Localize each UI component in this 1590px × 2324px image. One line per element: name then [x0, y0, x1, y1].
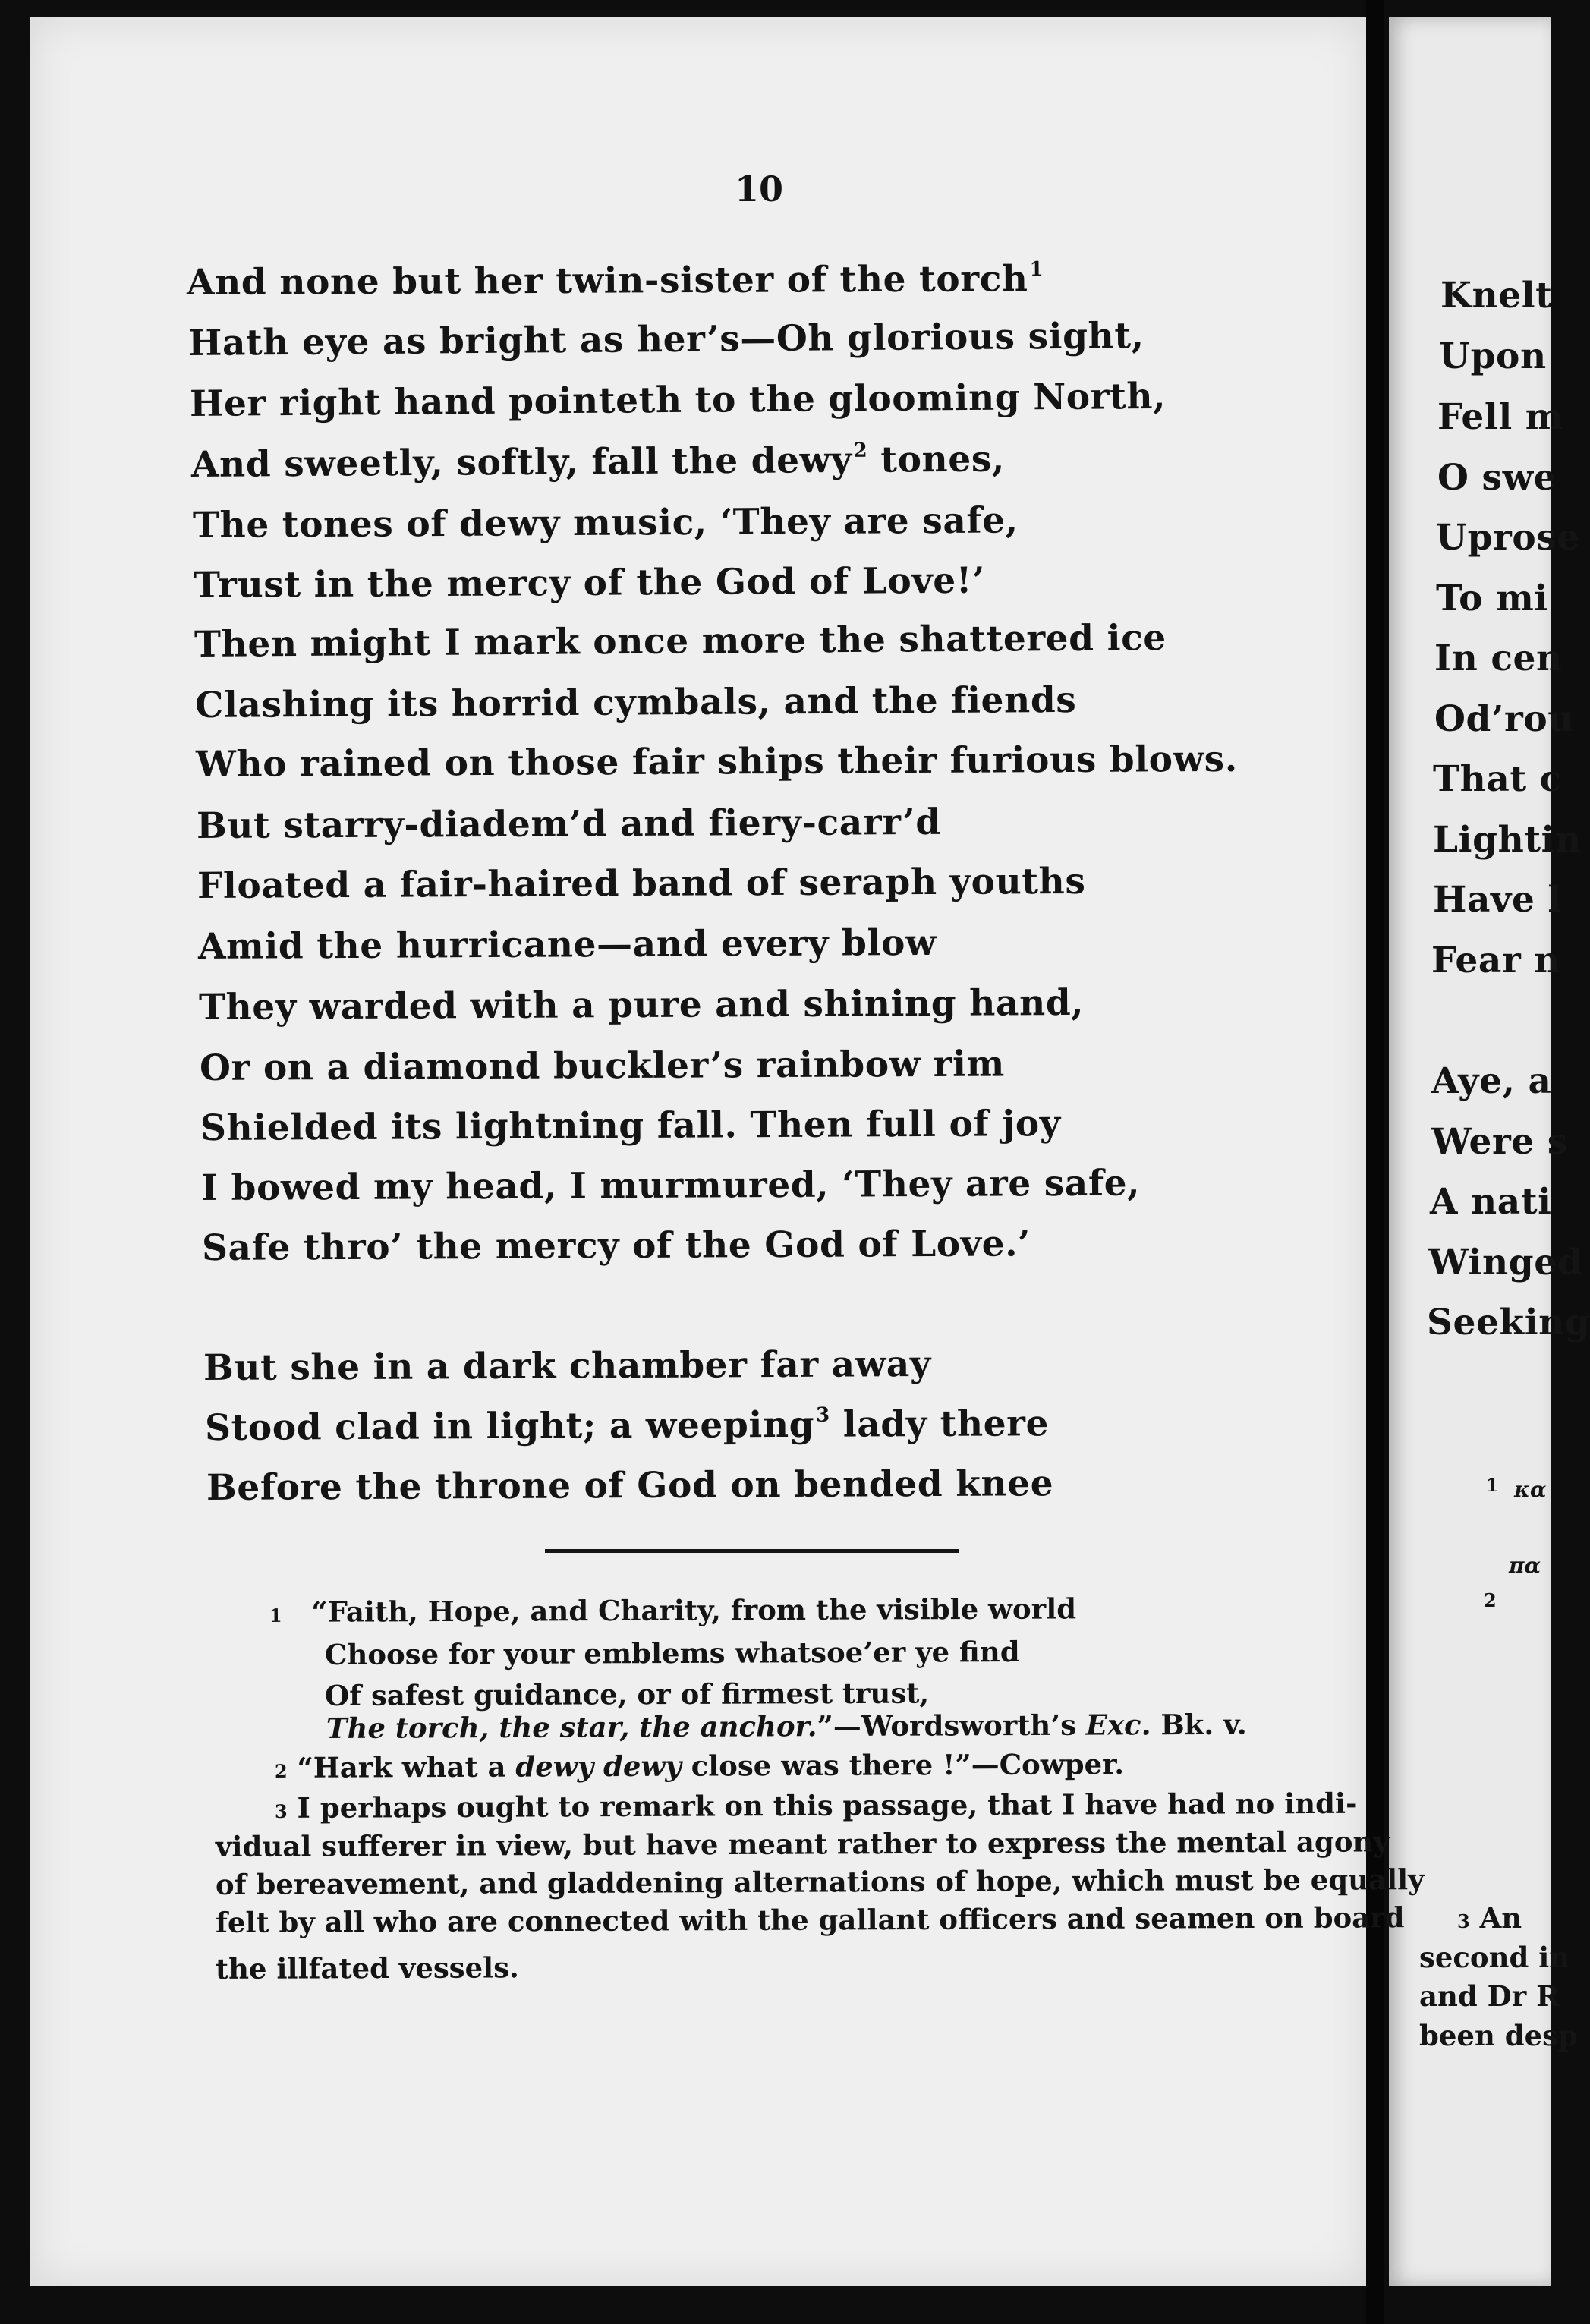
right-footnote-3-line: second in [1419, 1941, 1570, 1974]
poem-line: Shielded its lightning fall. Then full of joy [200, 1103, 1061, 1149]
poem-line: Clashing its horrid cymbals, and the fiends [194, 679, 1077, 726]
footnote-3-line: the illfated vessels. [215, 1951, 519, 1985]
right-poem-line: Uprose [1436, 517, 1580, 559]
footnote-mark: 2 [274, 1759, 288, 1782]
poem-line: But she in a dark chamber far away [203, 1343, 931, 1389]
footnote-2: 2 “Hark what a dewy dewy close was there !”—Cowper. [274, 1747, 1125, 1784]
footnote-3: 3 I perhaps ought to remark on this passage, that I have had no indi- [274, 1786, 1358, 1825]
footnote-separator [545, 1549, 959, 1553]
poem-line: And none but her twin-sister of the torch$^1$ [186, 258, 1044, 304]
footnote-mark: 3 [274, 1800, 288, 1822]
right-footnote-3-line: and Dr R [1419, 1979, 1560, 2013]
footnote-mark: 1 [269, 1604, 282, 1626]
right-footnote-3: 3 An [1457, 1901, 1522, 1935]
poem-line: Before the throne of God on bended knee [206, 1463, 1054, 1509]
poem-line: But starry-diadem’d and fiery-carr’d [196, 801, 941, 847]
footnote-ref: 2 [853, 439, 868, 462]
right-poem-line: Winged [1428, 1242, 1583, 1283]
poem-line: They warded with a pure and shining hand, [198, 981, 1085, 1028]
footnote-3-line: felt by all who are connected with the gallant officers and seamen on board [215, 1900, 1405, 1939]
right-poem-line: Fell m [1437, 396, 1564, 438]
footnote-3-line: vidual sufferer in view, but have meant rather to express the mental agony [215, 1825, 1390, 1863]
poem-line: Who rained on those fair ships their furious blows. [195, 738, 1238, 786]
footnote-1: 1 “Faith, Hope, and Charity, from the visible world [269, 1592, 1077, 1629]
right-poem-line: To mi [1436, 578, 1548, 619]
poem-line: Her right hand pointeth to the glooming North, [189, 375, 1167, 425]
footnote-ref: 1 [1029, 258, 1044, 282]
poem-line: Hath eye as bright as her’s—Oh glorious sight, [187, 315, 1144, 364]
right-poem-line: That c [1433, 758, 1562, 800]
right-poem-line: Fear n [1431, 940, 1561, 981]
right-poem-line: Were s [1431, 1121, 1568, 1163]
poem-line: Or on a diamond buckler’s rainbow rim [199, 1043, 1006, 1089]
right-footnote-3-line: been desp [1419, 2019, 1578, 2052]
book-gutter [1366, 0, 1384, 2324]
footnote-3-line: of bereavement, and gladdening alternations of hope, which must be equally [215, 1863, 1425, 1901]
poem-line: Floated a fair-haired band of seraph youths [197, 860, 1086, 907]
footnote-1-line: The torch, the star, the anchor.”—Wordsworth’s Exc. Bk. v. [326, 1707, 1247, 1745]
right-poem-line: Seeking [1427, 1302, 1590, 1343]
right-poem-line: In cen [1434, 638, 1563, 679]
poem-line: Stood clad in light; a weeping$^3$ lady there [204, 1403, 1050, 1449]
poem-line: Safe thro’ the mercy of the God of Love.’ [201, 1223, 1031, 1269]
right-poem-line: Lightin [1433, 819, 1582, 861]
poem-line: And sweetly, softly, fall the dewy$^2$ tones, [190, 438, 1006, 486]
right-poem-line: Od’rou [1434, 698, 1575, 740]
poem-line: I bowed my head, I murmured, ‘They are safe, [200, 1162, 1141, 1209]
footnote-1-line: Choose for your emblems whatsoe’er ye find [324, 1635, 1020, 1671]
right-footnote-mark: 1 [1486, 1474, 1499, 1496]
poem-line: Then might I mark once more the shattered ice [194, 617, 1167, 666]
right-footnote-mark: 2 [1484, 1589, 1497, 1611]
right-greek-text: κα [1514, 1477, 1547, 1502]
right-poem-line: A nati [1430, 1181, 1552, 1223]
right-poem-line: Upon [1439, 335, 1547, 377]
poem-line: The tones of dewy music, ‘They are safe, [192, 499, 1019, 546]
right-poem-line: Aye, a [1431, 1060, 1552, 1102]
poem-line: Trust in the mercy of the God of Love!’ [193, 559, 986, 606]
footnote-ref: 3 [815, 1403, 830, 1427]
page-number: 10 [734, 168, 783, 209]
right-greek-text: πα [1509, 1553, 1541, 1578]
poem-line: Amid the hurricane—and every blow [197, 921, 937, 968]
right-poem-line: Have l [1433, 879, 1562, 921]
right-poem-line: O swe [1437, 457, 1557, 499]
right-poem-line: Knelt [1440, 275, 1553, 316]
footnote-1-line: Of safest guidance, or of firmest trust, [324, 1676, 930, 1712]
